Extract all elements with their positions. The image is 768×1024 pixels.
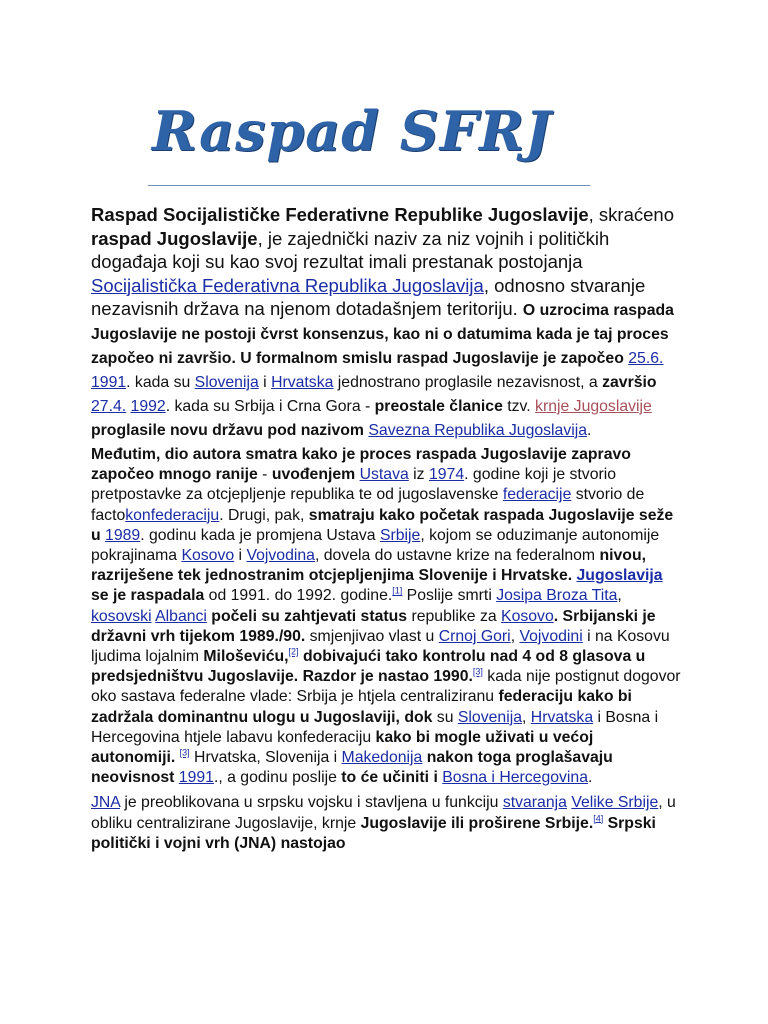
text: je preoblikovana u srpsku vojsku i stavljena u funkciju bbox=[119, 794, 503, 812]
text-bold: počeli su zahtjevati status bbox=[206, 607, 408, 625]
text-bold: preostale članice bbox=[374, 398, 503, 415]
text-bold: Jugoslavije ili proširene Srbije. bbox=[360, 814, 594, 832]
text: smjenjivao vlast u bbox=[305, 627, 439, 645]
text-bold: se je raspadala bbox=[91, 587, 205, 605]
link-albanci[interactable]: Albanci bbox=[155, 607, 207, 625]
paragraph-causes bbox=[91, 445, 681, 788]
text-bold: Međutim, dio autora smatra kako je proces raspada Jugoslavije zapravo započeo mnogo ranije bbox=[91, 446, 631, 484]
text-bold: proglasile novu državu pod nazivom bbox=[91, 422, 369, 439]
footnote-ref[interactable]: [4] bbox=[593, 813, 604, 824]
text: Poslije smrti bbox=[402, 587, 497, 605]
text: tzv. bbox=[502, 398, 536, 415]
text: , bbox=[617, 587, 622, 605]
link-hrvatska-2[interactable]: Hrvatska bbox=[530, 708, 594, 726]
text-bold: federaciju kako bi zadržala dominantnu ulogu u Jugoslaviji, dok bbox=[91, 688, 632, 726]
term-bold: raspad Jugoslavije bbox=[91, 227, 258, 249]
link-krnje-jugoslavije[interactable]: krnje Jugoslavije bbox=[535, 398, 652, 415]
link-srbije[interactable]: Srbije bbox=[379, 526, 421, 544]
text-bold: nivou, razriješene tek jednostranim otcjepljenjima Slovenije i Hrvatske. bbox=[91, 547, 646, 585]
page-title: Raspad SFRJ bbox=[152, 99, 552, 163]
paragraph-jna bbox=[91, 793, 681, 854]
text: kada nije postignut dogovor oko sastava federalne vlade: Srbija je htjela centraliziranu bbox=[91, 668, 681, 706]
text: , bbox=[510, 627, 520, 645]
text-bold: O uzrocima raspada Jugoslavije ne postoji čvrst konsenzus, kao ni o datumima kada je taj proces započeo ni završio. U formalnom smislu raspad Jugoslavije je započeo bbox=[91, 302, 674, 367]
title-underline bbox=[148, 185, 590, 186]
link-vojvodina[interactable]: Vojvodina bbox=[246, 547, 315, 565]
footnote-ref[interactable]: [3] bbox=[179, 747, 190, 758]
text-bold: završio bbox=[602, 374, 657, 391]
link-makedonija[interactable]: Makedonija bbox=[341, 749, 423, 767]
link-federacije[interactable]: federacije bbox=[502, 486, 572, 504]
link-jugoslavija[interactable]: Jugoslavija bbox=[576, 567, 663, 585]
text: od 1991. do 1992. godine. bbox=[204, 587, 393, 605]
link-stvaranja[interactable]: stvaranja bbox=[502, 794, 567, 812]
text: republike za bbox=[407, 607, 502, 625]
text: i bbox=[234, 547, 247, 565]
link-crnoj-gori[interactable]: Crnoj Gori bbox=[438, 627, 511, 645]
footnote-ref[interactable]: [1] bbox=[392, 586, 403, 597]
text: iz bbox=[408, 466, 429, 484]
text: , dovela do ustavne krize na federalnom bbox=[314, 547, 600, 565]
link-kosovo-2[interactable]: Kosovo bbox=[501, 607, 554, 625]
text: Hrvatska, Slovenija i bbox=[189, 749, 342, 767]
link-slovenija[interactable]: Slovenija bbox=[194, 374, 259, 391]
text: i bbox=[258, 374, 272, 391]
link-srj[interactable]: Savezna Republika Jugoslavija bbox=[368, 422, 588, 439]
link-slovenija-2[interactable]: Slovenija bbox=[457, 708, 522, 726]
link-year-1989[interactable]: 1989 bbox=[105, 526, 141, 544]
text: i Bosna i Hercegovina htjele labavu konfederaciju bbox=[91, 708, 659, 746]
link-date-end[interactable]: 27.4. bbox=[91, 398, 127, 415]
link-konfederaciju[interactable]: konfederaciju bbox=[125, 506, 220, 524]
text: , bbox=[522, 708, 531, 726]
text-bold: Miloševiću, bbox=[203, 648, 289, 666]
text: . godine koji je stvorio pretpostavke za otcjepljenje republika te od jugoslavenske bbox=[91, 466, 617, 504]
link-year-1991-2[interactable]: 1991 bbox=[178, 769, 214, 787]
text-bold: to će učiniti i bbox=[341, 769, 438, 787]
text: . kada su bbox=[126, 374, 195, 391]
text: jednostrano proglasile nezavisnost, a bbox=[333, 374, 603, 391]
link-sfrj[interactable]: Socijalistička Federativna Republika Jugoslavija bbox=[91, 274, 484, 296]
text: , skraćeno bbox=[588, 204, 674, 225]
text-bold: Srpski politički i vojni vrh (JNA) nastojao bbox=[91, 814, 656, 852]
text: stvorio de facto bbox=[91, 486, 645, 524]
article-body bbox=[91, 203, 681, 854]
link-kosovski[interactable]: kosovski bbox=[91, 607, 152, 625]
text: . Drugi, pak, bbox=[219, 506, 309, 524]
link-year-1992[interactable]: 1992 bbox=[130, 398, 166, 415]
text: . godinu kada je promjena Ustava bbox=[140, 526, 380, 544]
text: i na Kosovu ljudima lojalnim bbox=[91, 627, 670, 666]
text-bold: uvođenjem bbox=[271, 466, 356, 484]
link-ustava[interactable]: Ustava bbox=[359, 466, 409, 484]
text: , u obliku centralizirane Jugoslavije, krnje bbox=[91, 794, 676, 832]
text-bold: . Srbijanski je državni vrh tijekom 1989./90. bbox=[91, 607, 656, 645]
text: - bbox=[257, 466, 272, 484]
text: ., a godinu poslije bbox=[213, 769, 342, 787]
text: , je zajednički naziv za niz vojnih i političkih događaja koji su kao svoj rezultat imali prestanak postojanja bbox=[91, 227, 610, 272]
text-bold: smatraju kako početak raspada Jugoslavije seže u bbox=[91, 506, 674, 544]
text: , odnosno stvaranje nezavisnih država na njenom dotadašnjem teritoriju. bbox=[91, 274, 646, 319]
link-vojvodini[interactable]: Vojvodini bbox=[519, 627, 583, 645]
text-bold: nakon toga proglašavaju neovisnost bbox=[91, 749, 613, 787]
text: . bbox=[587, 422, 592, 439]
text: . bbox=[588, 769, 593, 787]
link-date-start[interactable]: 25.6. bbox=[628, 350, 664, 367]
text-bold: dobivajući tako kontrolu nad 4 od 8 glasova u predsjedništvu Jugoslavije. Razdor je nastao 1990. bbox=[91, 648, 646, 686]
paragraph-intro bbox=[91, 203, 681, 441]
footnote-ref[interactable]: [3] bbox=[472, 666, 483, 677]
link-year-1974[interactable]: 1974 bbox=[428, 466, 465, 484]
link-hrvatska[interactable]: Hrvatska bbox=[271, 374, 334, 391]
text: , kojom se oduzimanje autonomije pokrajinama bbox=[91, 526, 660, 565]
link-year-1991[interactable]: 1991 bbox=[91, 374, 127, 391]
link-josipa-broza-tita[interactable]: Josipa Broza Tita bbox=[496, 587, 618, 605]
term-bold: Raspad Socijalističke Federativne Republike Jugoslavije bbox=[91, 204, 589, 225]
footnote-ref[interactable]: [2] bbox=[288, 646, 299, 657]
text: su bbox=[432, 708, 458, 726]
text-bold: kako bi mogle uživati u većoj autonomiji. bbox=[91, 728, 594, 767]
link-kosovo[interactable]: Kosovo bbox=[181, 547, 235, 565]
text: . kada su Srbija i Crna Gora - bbox=[165, 398, 375, 415]
link-jna[interactable]: JNA bbox=[91, 794, 120, 812]
link-bosna-i-hercegovina[interactable]: Bosna i Hercegovina bbox=[442, 769, 589, 787]
link-velike-srbije[interactable]: Velike Srbije bbox=[571, 794, 659, 812]
